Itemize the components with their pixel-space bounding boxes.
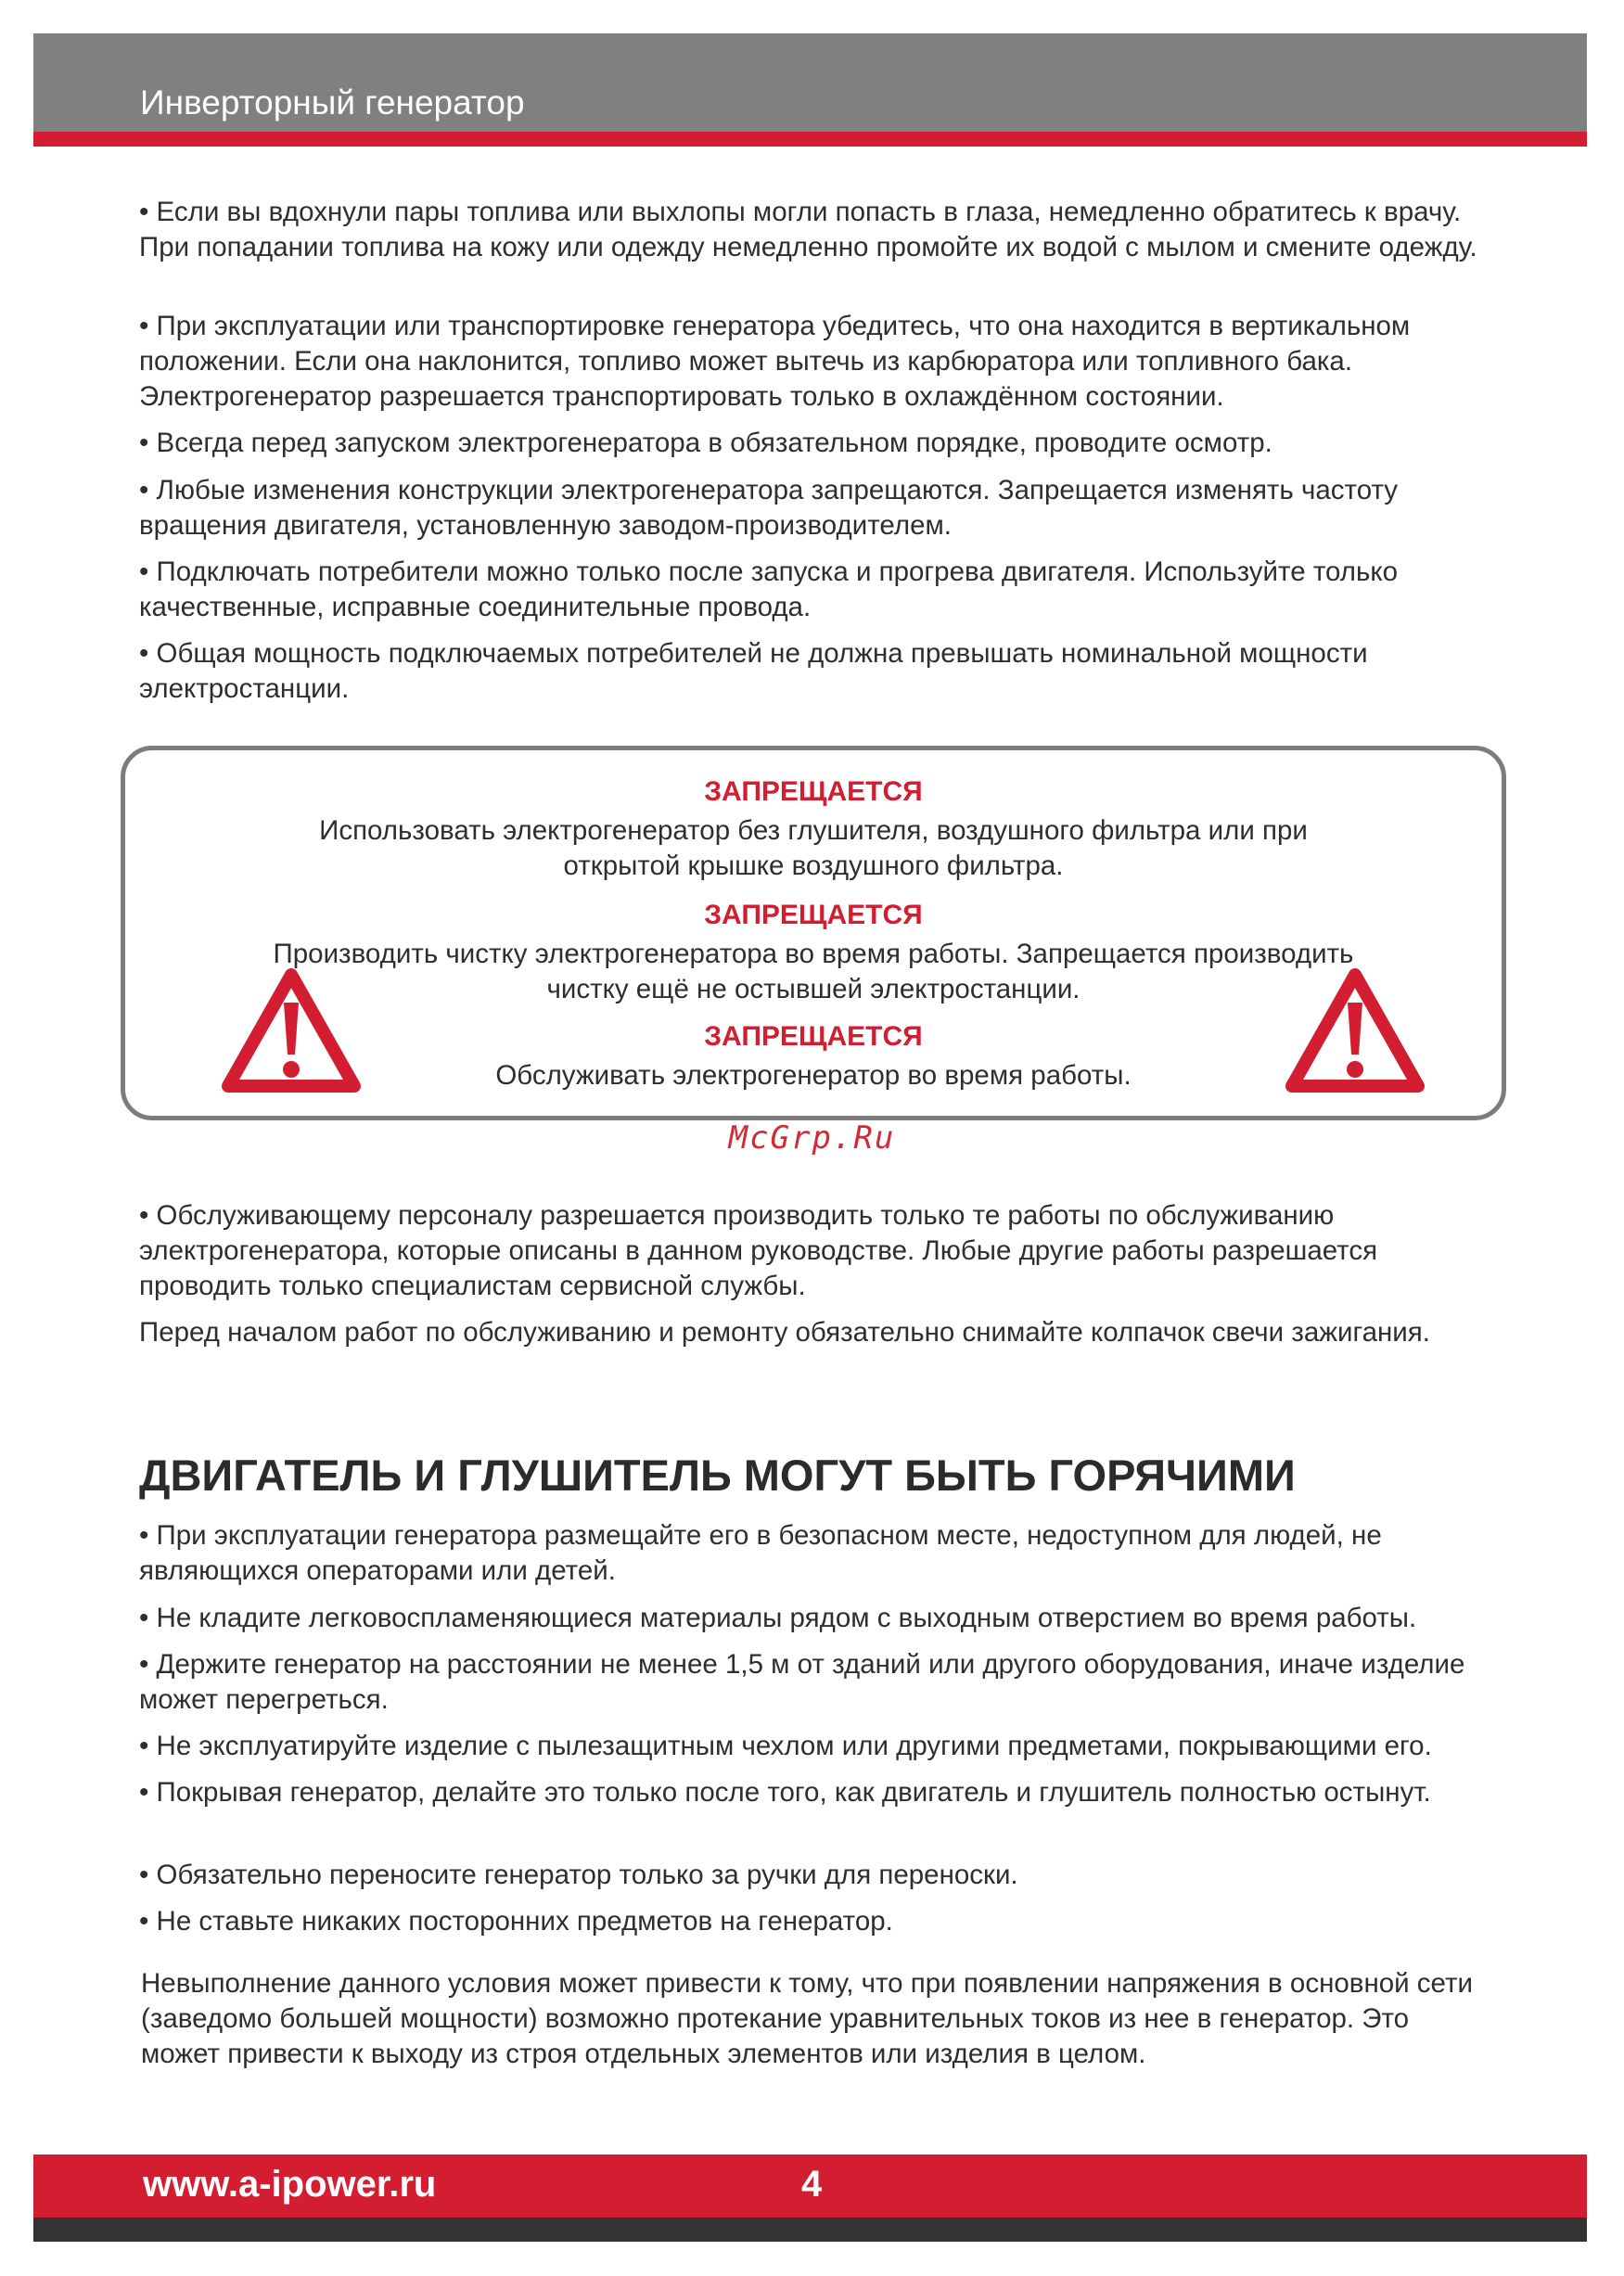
warning-triangle-icon (1285, 965, 1426, 1095)
intro-paragraph-2: • При эксплуатации или транспортировке генератора убедитесь, что она находится в вертикальном положении. Если она наклонится, топливо может вытечь из карбюратора или топливного бака. Электрогенератор разрешается транспортировать только в охлаждённом состоянии. (139, 311, 1411, 412)
section-item-6: • Обязательно переносите генератор только за ручки для переноски. (139, 1860, 1018, 1890)
intro-paragraph-6: • Общая мощность подключаемых потребителей не должна превышать номинальной мощности электростанции. (139, 638, 1368, 704)
section-item-2: • Не кладите легковоспламеняющиеся материалы рядом с выходным отверстием во время работы. (139, 1603, 1417, 1633)
page-header (33, 33, 1587, 147)
section-heading: ДВИГАТЕЛЬ И ГЛУШИТЕЛЬ МОГУТ БЫТЬ ГОРЯЧИМИ (139, 1451, 1296, 1500)
service-paragraph-1: • Обслуживающему персоналу разрешается производить только те работы по обслуживанию электрогенератора, которые описаны в данном руководстве. Любые другие работы разрешается проводить только специалистам сервисной службы. (139, 1200, 1378, 1301)
footer-dark-stripe (33, 2218, 1587, 2242)
warning-text-2b: чистку ещё не остывшей электростанции. (546, 974, 1081, 1004)
page-footer (33, 2155, 1587, 2218)
section-item-3: • Держите генератор на расстоянии не менее 1,5 м от зданий или другого оборудования, иначе изделие может перегреться. (139, 1649, 1465, 1715)
warning-box (121, 746, 1506, 1120)
section-item-5: • Покрывая генератор, делайте это только после того, как двигатель и глушитель полностью остынут. (139, 1777, 1431, 1808)
header-red-stripe (33, 132, 1587, 147)
warning-text-1a: Использовать электрогенератор без глушителя, воздушного фильтра или при (319, 815, 1308, 846)
intro-paragraph-1: • Если вы вдохнули пары топлива или выхлопы могли попасть в глаза, немедленно обратитесь к врачу. При попадании топлива на кожу или одежду немедленно промойте их водой с мылом и смените одежду. (139, 197, 1477, 262)
section-item-4: • Не эксплуатируйте изделие с пылезащитным чехлом или другими предметами, покрывающими его. (139, 1731, 1432, 1761)
intro-paragraph-4: • Любые изменения конструкции электрогенератора запрещаются. Запрещается изменять частоту вращения двигателя, установленную заводом-производителем. (139, 475, 1399, 541)
closing-paragraph: Невыполнение данного условия может привести к тому, что при появлении напряжения в основной сети (заведомо большей мощности) возможно протекание уравнительных токов из нее в генератор. Это может привести к выходу из строя отдельных элементов или изделия в целом. (141, 1968, 1473, 2069)
warning-title-3: ЗАПРЕЩАЕТСЯ (704, 1021, 923, 1052)
service-paragraph-2: Перед началом работ по обслуживанию и ремонту обязательно снимайте колпачок свечи зажигания. (139, 1317, 1430, 1348)
warning-triangle-icon (221, 965, 362, 1095)
warning-text-3: Обслуживать электрогенератор во время работы. (495, 1060, 1132, 1091)
warning-text-1b: открытой крышке воздушного фильтра. (563, 850, 1064, 881)
watermark-text: McGrp.Ru (728, 1119, 896, 1157)
section-item-1: • При эксплуатации генератора размещайте его в безопасном месте, недоступном для людей, не являющихся операторами или детей. (139, 1520, 1382, 1586)
page-number: 4 (801, 2164, 823, 2205)
header-title: Инверторный генератор (140, 83, 525, 121)
warning-text-2a: Производить чистку электрогенератора во время работы. Запрещается производить (273, 939, 1354, 969)
warning-title-2: ЗАПРЕЩАЕТСЯ (704, 900, 923, 930)
intro-paragraph-5: • Подключать потребители можно только после запуска и прогрева двигателя. Используйте только качественные, исправные соединительные провода. (139, 556, 1398, 622)
section-item-7: • Не ставьте никаких посторонних предметов на генератор. (139, 1906, 893, 1937)
intro-paragraph-3: • Всегда перед запуском электрогенератора в обязательном порядке, проводите осмотр. (139, 428, 1272, 458)
warning-title-1: ЗАПРЕЩАЕТСЯ (704, 776, 923, 807)
footer-url-link[interactable]: www.a-ipower.ru (143, 2164, 437, 2205)
